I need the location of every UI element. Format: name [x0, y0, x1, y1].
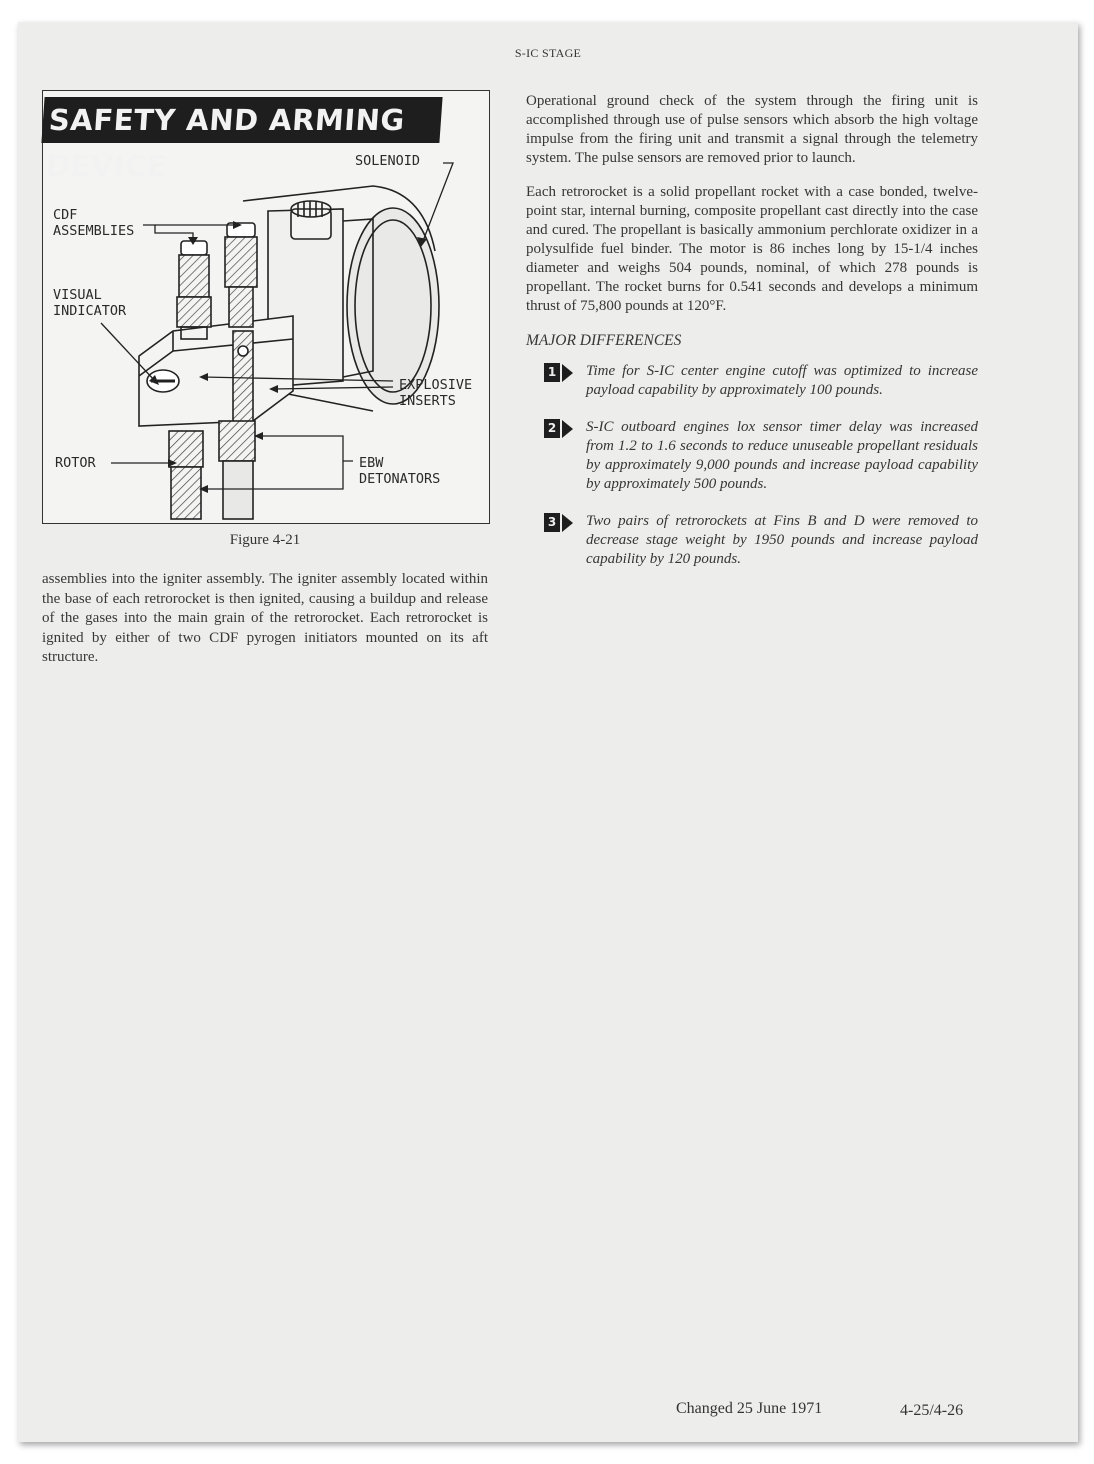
difference-text: Two pairs of retrorockets at Fins B and D were removed to decrease stage weight by 1950 pounds and increase payload capability by 120 pounds. — [586, 513, 978, 567]
change-marker — [544, 513, 582, 533]
label-cdf-assemblies: CDF ASSEMBLIES — [53, 207, 135, 239]
difference-number: 2 — [544, 419, 560, 438]
difference-item — [526, 418, 978, 494]
left-column-paragraph: assemblies into the igniter assembly. The igniter assembly located within the base of each retrorocket is then ignited, causing a buildup and release of the gases into the main grain of the retrorocket. Each retrorocket is ignited by either of two CDF pyrogen initiators mounted on its aft structure. — [42, 571, 488, 665]
footer-page-number: 4-25/4-26 — [900, 1402, 964, 1419]
difference-number: 1 — [544, 363, 560, 382]
running-head: S-IC STAGE — [514, 46, 582, 60]
label-solenoid: SOLENOID — [355, 153, 421, 169]
arrow-icon — [562, 420, 573, 438]
label-rotor: ROTOR — [55, 455, 96, 471]
label-visual-indicator: VISUAL INDICATOR — [53, 287, 127, 319]
arrow-icon — [562, 514, 573, 532]
figure-safety-arming-device — [42, 90, 490, 524]
document-page — [18, 22, 1078, 1442]
difference-text: Time for S-IC center engine cutoff was optimized to increase payload capability by approximately 100 pounds. — [586, 363, 978, 398]
label-explosive-inserts: EXPLOSIVE INSERTS — [399, 377, 473, 409]
difference-text: S-IC outboard engines lox sensor timer delay was increased from 1.2 to 1.6 seconds to reduce unuseable propellant residuals by approximately 9,000 pounds and increase payload capability by approximately 500 pounds. — [586, 419, 978, 492]
change-marker — [544, 419, 582, 439]
paragraph-ground-check: Operational ground check of the system through the firing unit is accomplished through use of pulse sensors which absorb the high voltage impulse from the firing unit and transmit a signal through the telemetry system. The pulse sensors are removed prior to launch. — [526, 93, 978, 166]
change-marker — [544, 363, 582, 383]
arrow-icon — [562, 364, 573, 382]
right-column — [526, 92, 978, 587]
figure-caption: Figure 4-21 — [229, 532, 301, 548]
figure-title: SAFETY AND ARMING DEVICE — [41, 97, 442, 143]
difference-number: 3 — [544, 513, 560, 532]
label-ebw-detonators: EBW DETONATORS — [359, 455, 441, 487]
major-differences-heading: MAJOR DIFFERENCES — [526, 332, 682, 349]
difference-item — [526, 512, 978, 569]
footer-changed-date: Changed 25 June 1971 — [676, 1400, 823, 1417]
difference-item — [526, 362, 978, 400]
paragraph-retrorocket: Each retrorocket is a solid propellant rocket with a case bonded, twelve-point star, internal burning, composite propellant cast directly into the case and cured. The propellant is basically ammonium perchlorate oxidizer in a polysulfide fuel binder. The motor is 86 inches long by 15-1/4 inches diameter and weighs 504 pounds, nominal, of which 278 pounds is propellant. The rocket burns for 0.541 seconds and develops a minimum thrust of 75,800 pounds at 120°F. — [526, 184, 978, 314]
